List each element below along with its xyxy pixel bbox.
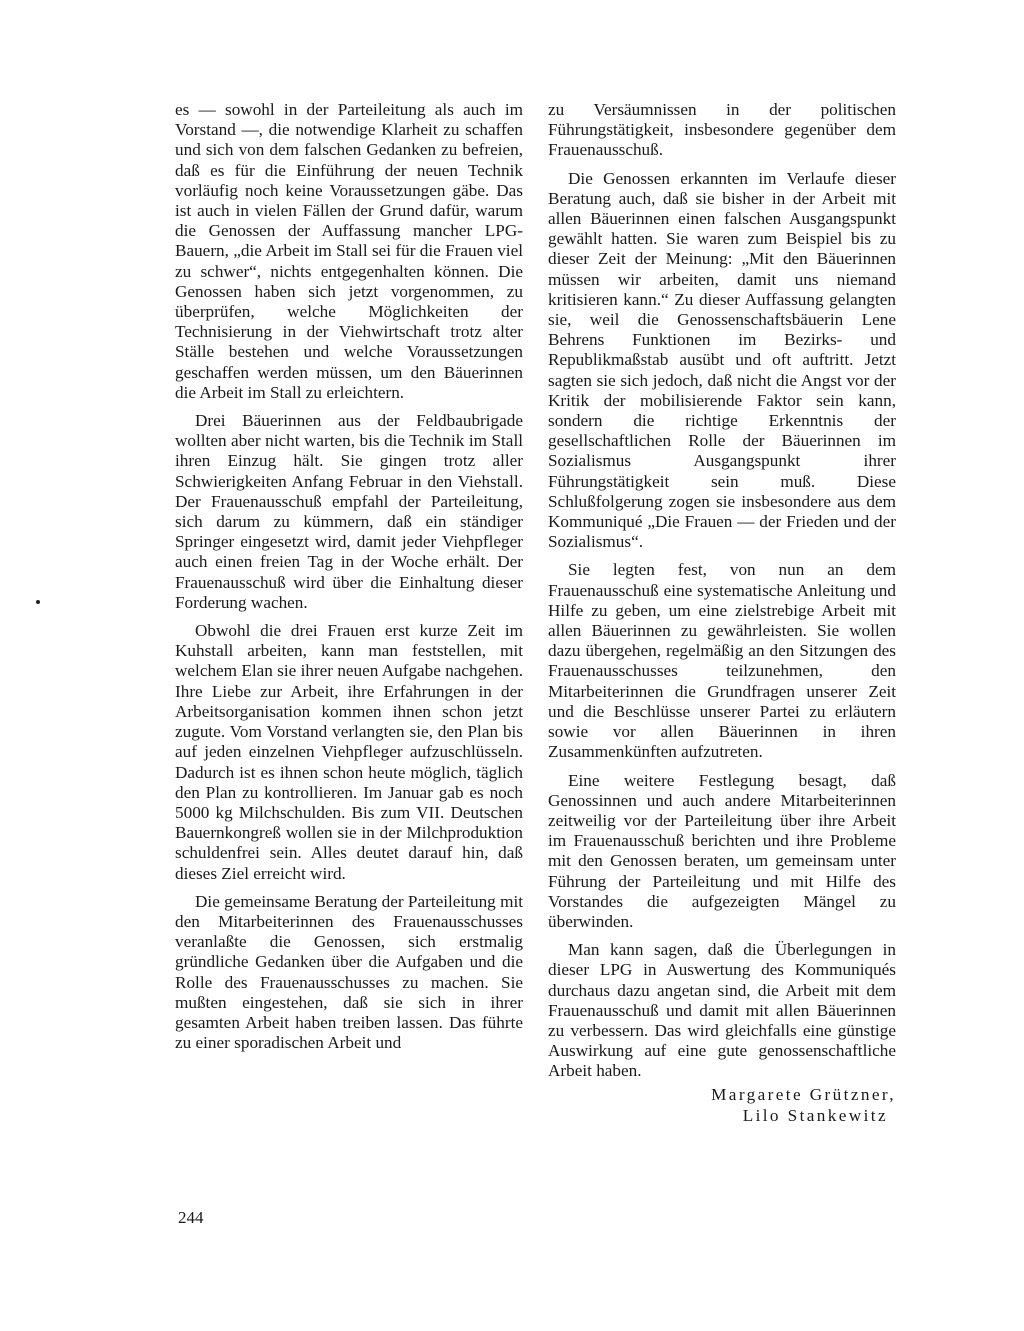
author-name: Lilo Stankewitz: [742, 1105, 888, 1125]
paragraph: es — sowohl in der Parteileitung als auch im Vorstand —, die notwendige Klarheit zu schaffen und sich von dem falschen Gedanken zu befreien, daß es für die Einführung der neuen Technik vorläufig noch keine Voraussetzungen gäbe. Das ist auch in vielen Fällen der Grund dafür, warum die Genossen der Auffassung mancher LPG-Bauern, „die Arbeit im Stall sei für die Frauen viel zu schwer“, nichts entgegenhalten können. Die Genossen haben sich jetzt vorgenommen, zu überprüfen, welche Möglichkeiten der Technisierung in der Viehwirtschaft trotz alter Ställe bestehen und welche Voraussetzungen geschaffen werden müssen, um den Bäuerinnen die Arbeit im Stall zu erleichtern.: [175, 100, 523, 402]
page-number: 244: [178, 1208, 204, 1227]
paragraph: Eine weitere Festlegung besagt, daß Genossinnen und auch andere Mitarbeiterinnen zeitweilig vor der Parteileitung über ihre Arbeit im Frauenausschuß berichten und ihre Probleme mit den Genossen beraten, um gemeinsam unter Führung der Parteileitung und mit Hilfe des Vorstandes die aufgezeigten Mängel zu überwinden.: [548, 770, 896, 931]
left-column: [175, 100, 523, 1053]
author-signature: [548, 1084, 896, 1126]
paragraph: Man kann sagen, daß die Überlegungen in dieser LPG in Auswertung des Kommuniqués durchaus dazu angetan sind, die Arbeit mit dem Frauenausschuß und damit mit allen Bäuerinnen zu verbessern. Das wird gleichfalls eine günstige Auswirkung auf eine gute genossenschaftliche Arbeit haben.: [548, 940, 896, 1081]
author-name: Margarete Grützner,: [711, 1084, 896, 1104]
paragraph: Die Genossen erkannten im Verlaufe dieser Beratung auch, daß sie bisher in der Arbeit mit allen Bäuerinnen einen falschen Ausgangspunkt gewählt hatten. Sie waren zum Beispiel bis zu dieser Zeit der Meinung: „Mit den Bäuerinnen müssen wir arbeiten, damit uns niemand kritisieren kann.“ Zu dieser Auffassung gelangten sie, weil die Genossenschaftsbäuerin Lene Behrens Funktionen im Bezirks- und Republikmaßstab ausübt und oft auftritt. Jetzt sagten sie sich jedoch, daß nicht die Angst vor der Kritik der mobilisierende Faktor sein kann, sondern die richtige Erkenntnis der gesellschaftlichen Rolle der Bäuerinnen im Sozialismus Ausgangspunkt ihrer Führungstätigkeit sein muß. Diese Schlußfolgerung zogen sie insbesondere aus dem Kommuniqué „Die Frauen — der Frieden und der Sozialismus“.: [548, 168, 896, 552]
paragraph: Obwohl die drei Frauen erst kurze Zeit im Kuhstall arbeiten, kann man feststellen, mit welchem Elan sie ihrer neuen Aufgabe nachgehen. Ihre Liebe zur Arbeit, ihre Erfahrungen in der Arbeitsorganisation kommen ihnen schon jetzt zugute. Vom Vorstand verlangten sie, den Plan bis auf jeden einzelnen Viehpfleger aufzuschlüsseln. Dadurch ist es ihnen schon heute möglich, täglich den Plan zu kontrollieren. Im Januar gab es noch 5000 kg Milchschulden. Bis zum VII. Deutschen Bauernkongreß wollen sie in der Milchproduktion schuldenfrei sein. Alles deutet darauf hin, daß dieses Ziel erreicht wird.: [175, 621, 523, 883]
paragraph: Sie legten fest, von nun an dem Frauenausschuß eine systematische Anleitung und Hilfe zu geben, um eine zielstrebige Arbeit mit allen Bäuerinnen zu gewährleisten. Sie wollen dazu übergehen, regelmäßig an den Sitzungen des Frauenausschusses teilzunehmen, den Mitarbeiterinnen die Grundfragen unserer Zeit und die Beschlüsse unserer Partei zu erläutern sowie vor allen Bäuerinnen in ihren Zusammenkünften aufzutreten.: [548, 560, 896, 762]
right-column: [548, 100, 896, 1126]
paragraph: Drei Bäuerinnen aus der Feldbaubrigade wollten aber nicht warten, bis die Technik im Stall ihren Einzug hält. Sie gingen trotz aller Schwierigkeiten Anfang Februar in den Viehstall. Der Frauenausschuß empfahl der Parteileitung, sich darum zu kümmern, daß ein ständiger Springer eingesetzt wird, damit jeder Viehpfleger auch einen freien Tag in der Woche erhält. Der Frauenausschuß wird über die Einhaltung dieser Forderung wachen.: [175, 411, 523, 612]
scan-speck: [36, 600, 40, 604]
paragraph: zu Versäumnissen in der politischen Führungstätigkeit, insbesondere gegenüber dem Frauenausschuß.: [548, 100, 896, 160]
paragraph: Die gemeinsame Beratung der Parteileitung mit den Mitarbeiterinnen des Frauenausschusses veranlaßte die Genossen, sich erstmalig gründliche Gedanken über die Aufgaben und die Rolle des Frauenausschusses zu machen. Sie mußten eingestehen, daß sie sich in ihrer gesamten Arbeit haben treiben lassen. Das führte zu einer sporadischen Arbeit und: [175, 891, 523, 1053]
